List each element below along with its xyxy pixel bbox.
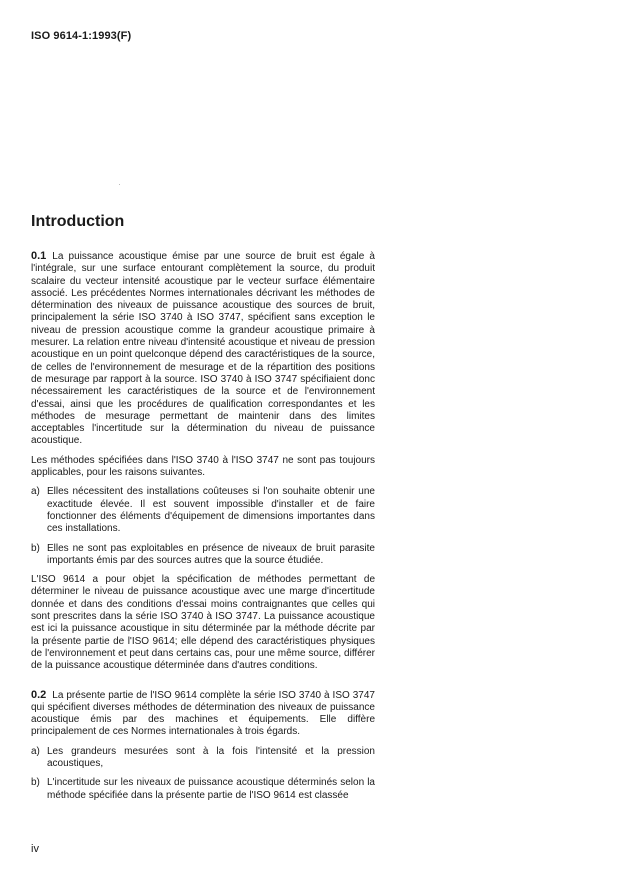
list-item-label: b) bbox=[31, 777, 40, 789]
list-item-label: b) bbox=[31, 542, 40, 554]
list-item-b bbox=[31, 543, 375, 568]
page-number: iv bbox=[31, 843, 39, 855]
section-number-0-2: 0.2 bbox=[31, 688, 47, 701]
section-title: Introduction bbox=[31, 213, 125, 230]
body-text bbox=[31, 250, 375, 802]
list-item-label: a) bbox=[31, 745, 40, 757]
list-item-text: Elles ne sont pas exploitables en présence de niveaux de bruit parasite importants émis par des sources autres que la source étudiée. bbox=[47, 542, 375, 566]
list-item-label: a) bbox=[31, 486, 40, 498]
section-0-1-paragraph-1 bbox=[31, 250, 375, 448]
section-0-1-paragraph-2: Les méthodes spécifiées dans l'ISO 3740 à l'ISO 3747 ne sont pas toujours applicables, pour les raisons suivantes. bbox=[31, 454, 375, 479]
list-item-a bbox=[31, 486, 375, 535]
scan-speck bbox=[119, 184, 120, 185]
section-0-1-paragraph-3: L'ISO 9614 a pour objet la spécification de méthodes permettant de déterminer le niveau de puissance acoustique avec une marge d'incertitude donnée et dans des conditions d'essai moins contraignantes que celles qui sont prescrites dans la série ISO 3740 à ISO 3747. La puissance acoustique est ici la puissance acoustique in situ déterminée par la méthode décrite par la présente partie de l'ISO 9614; elle dépend des caractéristiques physiques de l'environnement et peut dans certains cas, pour une même source, différer de la puissance acoustique déterminée dans d'autres conditions. bbox=[31, 574, 375, 672]
document-header: ISO 9614-1:1993(F) bbox=[31, 30, 132, 42]
section-0-2-paragraph-1 bbox=[31, 689, 375, 739]
section-number-0-1: 0.1 bbox=[31, 250, 47, 262]
list-item-b bbox=[31, 777, 375, 802]
list-item-a bbox=[31, 746, 375, 771]
list-item-text: Les grandeurs mesurées sont à la fois l'intensité et la pression acoustiques, bbox=[47, 745, 375, 769]
list-item-text: Elles nécessitent des installations coûteuses si l'on souhaite obtenir une exactitude élevée. Il est souvent impossible d'installer et de faire fonctionner des éléments d'équipement de dimensions importantes dans ces installations. bbox=[47, 486, 375, 535]
section-0-2-para1-text: La présente partie de l'ISO 9614 complète la série ISO 3740 à ISO 3747 qui spécifient diverses méthodes de détermination des niveaux de puissance acoustique émis par des machines et équipements. Elle diffère principalement de ces Normes internationales à trois égards. bbox=[31, 689, 375, 738]
section-0-1-para1-text: La puissance acoustique émise par une source de bruit est égale à l'intégrale, sur une surface entourant complètement la source, du produit scalaire du vecteur intensité acoustique par le vecteur surface élémentaire associé. Les précédentes Normes internationales décrivant les méthodes de détermination des niveaux de puissance acoustique des sources de bruit, principalement la série ISO 3740 à ISO 3747, spécifient sans exception le niveau de pression acoustique comme la grandeur acoustique primaire à mesurer. La relation entre niveau d'intensité acoustique et niveau de pression acoustique en un point quelconque dépend des caractéristiques de la source, de celles de l'environnement de mesurage et de la répartition des positions de mesurage par rapport à la source. ISO 3740 à ISO 3747 spécifiaient donc nécessairement les caractéristiques de la source et de l'environnement d'essai, ainsi que les procédures de qualification correspondantes et les méthodes de mesurage permettant de maintenir dans des limites acceptables l'incertitude sur la détermination du niveau de puissance acoustique. bbox=[31, 251, 375, 447]
list-item-text: L'incertitude sur les niveaux de puissance acoustique déterminés selon la méthode spécifiée dans la présente partie de l'ISO 9614 est classée bbox=[47, 777, 375, 801]
